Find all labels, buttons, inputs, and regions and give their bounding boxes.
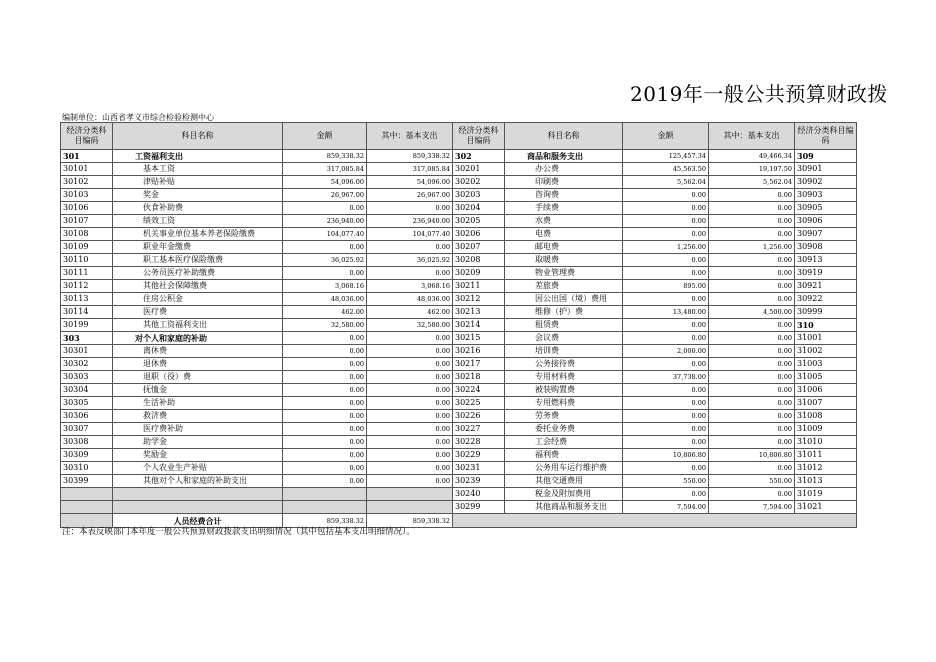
cell-basic-2: 0.00 [709,345,795,358]
cell-name-2: 电费 [505,228,623,241]
cell-basic-2: 4,500.00 [709,306,795,319]
cell-amount: 0.00 [283,241,367,254]
cell-code-2: 30225 [453,397,505,410]
cell-code-2: 30240 [453,488,505,501]
cell-code-2: 30218 [453,371,505,384]
header-amount: 金额 [283,123,367,150]
cell-name: 救济费 [113,410,283,423]
cell-code: 30106 [61,202,113,215]
cell-amount-2: 10,806.80 [623,449,709,462]
cell-basic: 3,068.16 [367,280,453,293]
cell-amount: 104,077.40 [283,228,367,241]
cell-code [61,501,113,514]
cell-amount-2: 125,457.34 [623,150,709,163]
cell-basic: 859,338.32 [367,150,453,163]
cell-amount: 0.00 [283,332,367,345]
cell-name: 基本工资 [113,163,283,176]
total-filler [453,514,857,528]
cell-basic: 104,077.40 [367,228,453,241]
table-row [61,163,857,176]
table-row [61,189,857,202]
cell-amount-2: 0.00 [623,358,709,371]
cell-name: 职工基本医疗保险缴费 [113,254,283,267]
cell-basic-2: 0.00 [709,319,795,332]
cell-name [113,501,283,514]
cell-name: 抚恤金 [113,384,283,397]
cell-basic-2: 0.00 [709,293,795,306]
cell-code: 30302 [61,358,113,371]
cell-amount-2: 0.00 [623,215,709,228]
cell-amount: 0.00 [283,358,367,371]
cell-code-3: 30903 [795,189,857,202]
table-row [61,358,857,371]
cell-basic: 0.00 [367,332,453,345]
cell-code-3: 30905 [795,202,857,215]
cell-basic: 0.00 [367,475,453,488]
cell-name-2: 差旅费 [505,280,623,293]
cell-amount: 0.00 [283,449,367,462]
table-row [61,462,857,475]
cell-code: 30111 [61,267,113,280]
cell-code-3: 31001 [795,332,857,345]
cell-code-3: 309 [795,150,857,163]
cell-basic-2: 49,466.34 [709,150,795,163]
cell-code-3: 31008 [795,410,857,423]
cell-code-2: 30214 [453,319,505,332]
cell-code: 30399 [61,475,113,488]
budget-table [60,122,857,528]
cell-basic-2: 0.00 [709,215,795,228]
table-row [61,475,857,488]
cell-amount: 3,068.16 [283,280,367,293]
cell-amount: 0.00 [283,202,367,215]
cell-basic-2: 0.00 [709,189,795,202]
cell-code-2: 30202 [453,176,505,189]
cell-name-2: 其他交通费用 [505,475,623,488]
cell-code-2: 30224 [453,384,505,397]
cell-amount-2: 45,563.50 [623,163,709,176]
cell-amount-2: 895.00 [623,280,709,293]
cell-amount-2: 0.00 [623,436,709,449]
cell-name: 退职（役）费 [113,371,283,384]
header-code-2: 经济分类科目编码 [453,123,505,150]
cell-amount: 0.00 [283,410,367,423]
cell-code-2: 30239 [453,475,505,488]
cell-name [113,488,283,501]
cell-amount-2: 0.00 [623,332,709,345]
cell-amount: 0.00 [283,345,367,358]
cell-basic-2: 0.00 [709,358,795,371]
total-basic: 859,338.32 [367,514,453,528]
cell-code-2: 30226 [453,410,505,423]
table-row [61,319,857,332]
cell-code-3: 31003 [795,358,857,371]
cell-amount-2: 0.00 [623,202,709,215]
cell-code-2: 30231 [453,462,505,475]
cell-name-2: 租赁费 [505,319,623,332]
table-row [61,293,857,306]
cell-code-2: 30217 [453,358,505,371]
cell-code: 30305 [61,397,113,410]
cell-amount: 0.00 [283,384,367,397]
cell-amount: 0.00 [283,462,367,475]
cell-code-3: 30922 [795,293,857,306]
cell-name: 公务员医疗补助缴费 [113,267,283,280]
cell-amount: 26,967.00 [283,189,367,202]
cell-name-2: 手续费 [505,202,623,215]
cell-name-2: 其他商品和服务支出 [505,501,623,514]
table-row [61,176,857,189]
cell-basic: 48,036.00 [367,293,453,306]
table-row [61,254,857,267]
table-row [61,384,857,397]
table-row [61,306,857,319]
cell-basic: 0.00 [367,410,453,423]
cell-name: 对个人和家庭的补助 [113,332,283,345]
cell-code-3: 30999 [795,306,857,319]
cell-code-2: 30299 [453,501,505,514]
cell-code: 30309 [61,449,113,462]
cell-basic-2: 0.00 [709,423,795,436]
total-amount: 859,338.32 [283,514,367,528]
cell-code-2: 30209 [453,267,505,280]
cell-amount-2: 0.00 [623,384,709,397]
cell-code: 30102 [61,176,113,189]
cell-amount-2: 0.00 [623,462,709,475]
cell-code-2: 30216 [453,345,505,358]
cell-code: 301 [61,150,113,163]
cell-code-2: 30201 [453,163,505,176]
cell-amount [283,488,367,501]
table-row [61,423,857,436]
cell-basic: 317,085.84 [367,163,453,176]
cell-basic: 0.00 [367,202,453,215]
cell-code-3: 31007 [795,397,857,410]
table-row [61,267,857,280]
cell-basic: 0.00 [367,345,453,358]
cell-name-2: 水费 [505,215,623,228]
cell-basic-2: 5,562.04 [709,176,795,189]
cell-basic-2: 0.00 [709,384,795,397]
cell-name-2: 邮电费 [505,241,623,254]
header-amount-2: 金额 [623,123,709,150]
cell-amount [283,501,367,514]
cell-name-2: 印刷费 [505,176,623,189]
cell-code-2: 30213 [453,306,505,319]
cell-code [61,488,113,501]
cell-basic-2: 0.00 [709,228,795,241]
cell-code-3: 30908 [795,241,857,254]
cell-amount-2: 0.00 [623,293,709,306]
cell-code-3: 30906 [795,215,857,228]
cell-code: 30303 [61,371,113,384]
cell-amount: 0.00 [283,267,367,280]
cell-amount-2: 13,480.00 [623,306,709,319]
table-row [61,241,857,254]
cell-name: 其他工资福利支出 [113,319,283,332]
header-code: 经济分类科目编码 [61,123,113,150]
table-row [61,371,857,384]
header-name: 科目名称 [113,123,283,150]
cell-amount: 0.00 [283,371,367,384]
cell-code-2: 302 [453,150,505,163]
cell-code: 30308 [61,436,113,449]
cell-amount-2: 0.00 [623,423,709,436]
cell-name-2: 会议费 [505,332,623,345]
cell-name: 退休费 [113,358,283,371]
cell-code: 30307 [61,423,113,436]
cell-name: 助学金 [113,436,283,449]
cell-amount-2: 550.00 [623,475,709,488]
cell-basic [367,501,453,514]
table-row [61,436,857,449]
cell-code-2: 30208 [453,254,505,267]
cell-name: 奖金 [113,189,283,202]
cell-code-3: 30902 [795,176,857,189]
cell-amount: 859,338.32 [283,150,367,163]
cell-name-2: 税金及附加费用 [505,488,623,501]
cell-code: 30310 [61,462,113,475]
cell-amount-2: 5,562.04 [623,176,709,189]
cell-basic-2: 19,197.50 [709,163,795,176]
cell-amount: 36,025.92 [283,254,367,267]
cell-amount-2: 0.00 [623,319,709,332]
cell-basic: 0.00 [367,449,453,462]
cell-basic: 0.00 [367,241,453,254]
cell-code-3: 31002 [795,345,857,358]
table-row [61,345,857,358]
cell-name: 其他对个人和家庭的补助支出 [113,475,283,488]
cell-code-3: 30921 [795,280,857,293]
cell-amount-2: 37,738.00 [623,371,709,384]
table-row [61,501,857,514]
cell-code-2: 30211 [453,280,505,293]
cell-basic-2: 0.00 [709,488,795,501]
cell-name-2: 被装购置费 [505,384,623,397]
cell-name: 医疗费补助 [113,423,283,436]
cell-code-3: 310 [795,319,857,332]
cell-name: 绩效工资 [113,215,283,228]
table-row [61,410,857,423]
cell-code-3: 31021 [795,501,857,514]
cell-code: 30108 [61,228,113,241]
cell-code-3: 30907 [795,228,857,241]
cell-amount-2: 0.00 [623,488,709,501]
cell-amount: 32,580.00 [283,319,367,332]
cell-code-3: 31011 [795,449,857,462]
cell-name: 机关事业单位基本养老保险缴费 [113,228,283,241]
cell-code: 30114 [61,306,113,319]
cell-code-3: 31005 [795,371,857,384]
cell-amount: 0.00 [283,436,367,449]
cell-basic-2: 0.00 [709,202,795,215]
cell-basic: 0.00 [367,436,453,449]
cell-basic-2: 0.00 [709,410,795,423]
cell-basic: 26,967.00 [367,189,453,202]
cell-code: 303 [61,332,113,345]
cell-code-3: 31010 [795,436,857,449]
cell-amount-2: 1,256.00 [623,241,709,254]
cell-code: 30306 [61,410,113,423]
cell-code-2: 30204 [453,202,505,215]
cell-code-2: 30206 [453,228,505,241]
cell-basic: 0.00 [367,423,453,436]
cell-basic-2: 0.00 [709,280,795,293]
table-row [61,332,857,345]
cell-name: 住房公积金 [113,293,283,306]
cell-basic-2: 0.00 [709,332,795,345]
cell-basic: 0.00 [367,371,453,384]
cell-name-2: 专用燃料费 [505,397,623,410]
header-basic-2: 其中：基本支出 [709,123,795,150]
cell-amount: 236,940.00 [283,215,367,228]
cell-name: 职业年金缴费 [113,241,283,254]
cell-code: 30199 [61,319,113,332]
cell-basic: 0.00 [367,267,453,280]
table-row [61,215,857,228]
cell-code: 30304 [61,384,113,397]
cell-amount-2: 0.00 [623,228,709,241]
cell-basic: 0.00 [367,358,453,371]
table-row [61,150,857,163]
cell-code-2: 30203 [453,189,505,202]
cell-name: 其他社会保障缴费 [113,280,283,293]
table-row [61,488,857,501]
cell-amount: 0.00 [283,423,367,436]
cell-name: 生活补助 [113,397,283,410]
table-row [61,397,857,410]
cell-amount-2: 0.00 [623,189,709,202]
cell-name: 离休费 [113,345,283,358]
cell-code-3: 31013 [795,475,857,488]
cell-code-3: 30919 [795,267,857,280]
cell-basic: 0.00 [367,397,453,410]
cell-code-2: 30215 [453,332,505,345]
cell-name: 津贴补贴 [113,176,283,189]
cell-code-2: 30227 [453,423,505,436]
cell-name: 医疗费 [113,306,283,319]
cell-code-2: 30212 [453,293,505,306]
cell-basic-2: 0.00 [709,436,795,449]
cell-name: 工资福利支出 [113,150,283,163]
cell-code-2: 30228 [453,436,505,449]
cell-code: 30110 [61,254,113,267]
cell-basic: 0.00 [367,384,453,397]
cell-name-2: 专用材料费 [505,371,623,384]
cell-code-3: 31009 [795,423,857,436]
report-title: 2019年一般公共预算财政拨 [630,82,888,106]
cell-code: 30112 [61,280,113,293]
cell-amount-2: 7,594.00 [623,501,709,514]
cell-name-2: 培训费 [505,345,623,358]
cell-basic-2: 0.00 [709,254,795,267]
cell-amount-2: 0.00 [623,397,709,410]
header-code-3: 经济分类科目编码 [795,123,857,150]
cell-code-2: 30205 [453,215,505,228]
cell-basic: 36,025.92 [367,254,453,267]
cell-basic-2: 0.00 [709,462,795,475]
cell-amount-2: 0.00 [623,410,709,423]
cell-basic-2: 7,594.00 [709,501,795,514]
cell-basic-2: 0.00 [709,397,795,410]
cell-amount: 462.00 [283,306,367,319]
total-label: 人员经费合计 [113,514,283,528]
cell-amount: 0.00 [283,475,367,488]
cell-code-3: 30913 [795,254,857,267]
cell-code: 30301 [61,345,113,358]
cell-name-2: 劳务费 [505,410,623,423]
header-name-2: 科目名称 [505,123,623,150]
compiling-unit: 编制单位：山西省孝义市综合检验检测中心 [62,113,214,122]
cell-name: 奖励金 [113,449,283,462]
cell-basic: 0.00 [367,462,453,475]
table-row [61,228,857,241]
cell-amount: 54,096.00 [283,176,367,189]
cell-name-2: 维修（护）费 [505,306,623,319]
cell-code: 30109 [61,241,113,254]
cell-code-2: 30207 [453,241,505,254]
cell-name-2: 取暖费 [505,254,623,267]
cell-code-2: 30229 [453,449,505,462]
table-row [61,202,857,215]
cell-basic: 236,940.00 [367,215,453,228]
table-row [61,449,857,462]
cell-name: 伙食补助费 [113,202,283,215]
cell-amount: 48,036.00 [283,293,367,306]
cell-amount-2: 0.00 [623,267,709,280]
cell-basic: 32,580.00 [367,319,453,332]
footnote: 注：本表反映部门本年度一般公共预算财政拨款支出明细情况（其中包括基本支出明细情况）。 [62,527,415,537]
cell-basic [367,488,453,501]
cell-name-2: 委托业务费 [505,423,623,436]
table-row [61,280,857,293]
cell-code-3: 31012 [795,462,857,475]
cell-name-2: 办公费 [505,163,623,176]
cell-code: 30107 [61,215,113,228]
cell-basic: 54,096.00 [367,176,453,189]
cell-basic-2: 1,256.00 [709,241,795,254]
header-row [61,123,857,150]
cell-name-2: 工会经费 [505,436,623,449]
cell-code: 30103 [61,189,113,202]
cell-basic-2: 0.00 [709,267,795,280]
cell-name-2: 商品和服务支出 [505,150,623,163]
cell-amount-2: 2,000.00 [623,345,709,358]
cell-amount: 317,085.84 [283,163,367,176]
cell-name-2: 公务用车运行维护费 [505,462,623,475]
cell-name-2: 物业管理费 [505,267,623,280]
cell-code: 30113 [61,293,113,306]
cell-code: 30101 [61,163,113,176]
cell-basic-2: 0.00 [709,371,795,384]
cell-basic: 462.00 [367,306,453,319]
cell-amount: 0.00 [283,397,367,410]
cell-name: 个人农业生产补贴 [113,462,283,475]
header-basic: 其中：基本支出 [367,123,453,150]
cell-code-3: 30901 [795,163,857,176]
cell-name-2: 公务接待费 [505,358,623,371]
cell-basic-2: 550.00 [709,475,795,488]
cell-code-3: 31019 [795,488,857,501]
cell-name-2: 福利费 [505,449,623,462]
cell-name-2: 咨询费 [505,189,623,202]
cell-amount-2: 0.00 [623,254,709,267]
cell-code-3: 31006 [795,384,857,397]
cell-basic-2: 10,806.80 [709,449,795,462]
cell-name-2: 因公出国（境）费用 [505,293,623,306]
